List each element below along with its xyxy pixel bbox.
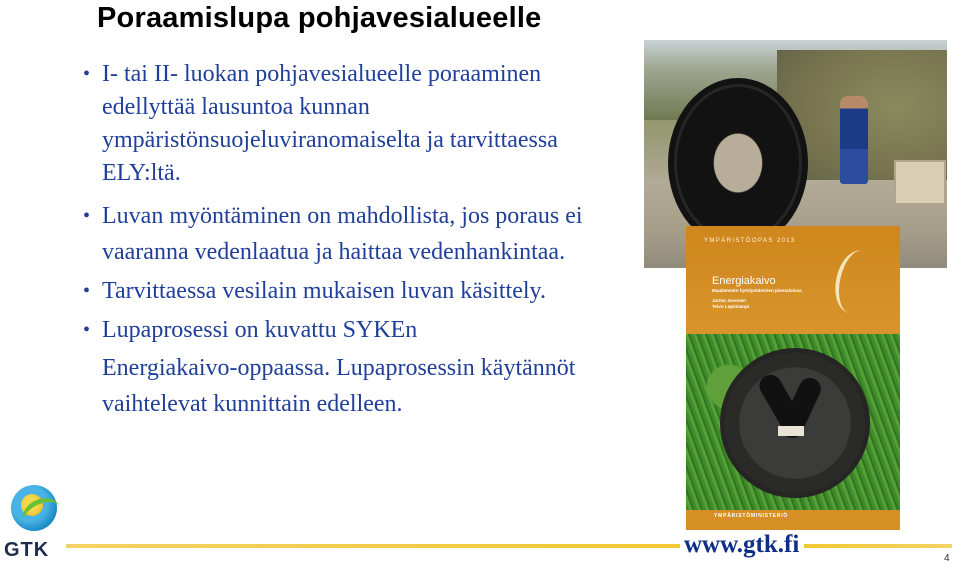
footer-rule: [66, 544, 680, 548]
logo-wordmark: GTK: [4, 539, 50, 561]
bullet-dot: •: [83, 319, 91, 341]
book-subtitle: Maalämmön hyödyntäminen pientaloissa: [712, 288, 802, 293]
bullet-text: Luvan myöntäminen on mahdollista, jos poraus ei vaaranna vedenlaatua ja haittaa vedenhankintaa.: [102, 203, 583, 265]
bullet-item: [80, 273, 640, 309]
book-title: Energiakaivo: [712, 275, 776, 287]
bullet-dot: •: [83, 63, 91, 85]
energiakaivo-book-cover: [686, 226, 900, 530]
well-label: [778, 426, 804, 436]
book-series: YMPÄRISTÖOPAS 2013: [704, 238, 796, 244]
slide-title: Poraamislupa pohjavesialueelle: [97, 2, 542, 34]
cardboard-boxes: [894, 160, 946, 205]
bullet-text: Tarvittaessa vesilain mukaisen luvan käsittely.: [102, 278, 546, 304]
book-authors: Jarmo Juvonen Teivo Lapinlampi: [712, 298, 750, 309]
bullet-dot: •: [83, 280, 91, 302]
bullet-item: [80, 58, 640, 190]
bullet-text: Lupaprosessi on kuvattu SYKEn: [102, 317, 418, 343]
bullet-list: [80, 58, 640, 422]
bullet-item: [80, 198, 640, 270]
page-number: 4: [944, 553, 950, 564]
bullet-text: I- tai II- luokan pohjavesialueelle poraaminen edellyttää lausuntoa kunnan ympäristönsuojeluviranomaiselta ja tarvittaessa ELY:ltä.: [102, 61, 558, 186]
footer-rule-right: [804, 544, 952, 548]
bullet-text-continued: Energiakaivo-oppaassa. Lupaprosessin käytännöt vaihtelevat kunnittain edelleen.: [102, 355, 576, 417]
bullet-dot: •: [83, 205, 91, 227]
book-publisher: YMPÄRISTÖMINISTERIÖ: [714, 513, 789, 519]
gtk-logo: [2, 485, 62, 563]
bullet-item: [80, 312, 640, 422]
worker-figure: [840, 96, 868, 184]
footer-url[interactable]: www.gtk.fi: [684, 531, 800, 558]
pipe-coil-ring: [674, 84, 802, 242]
